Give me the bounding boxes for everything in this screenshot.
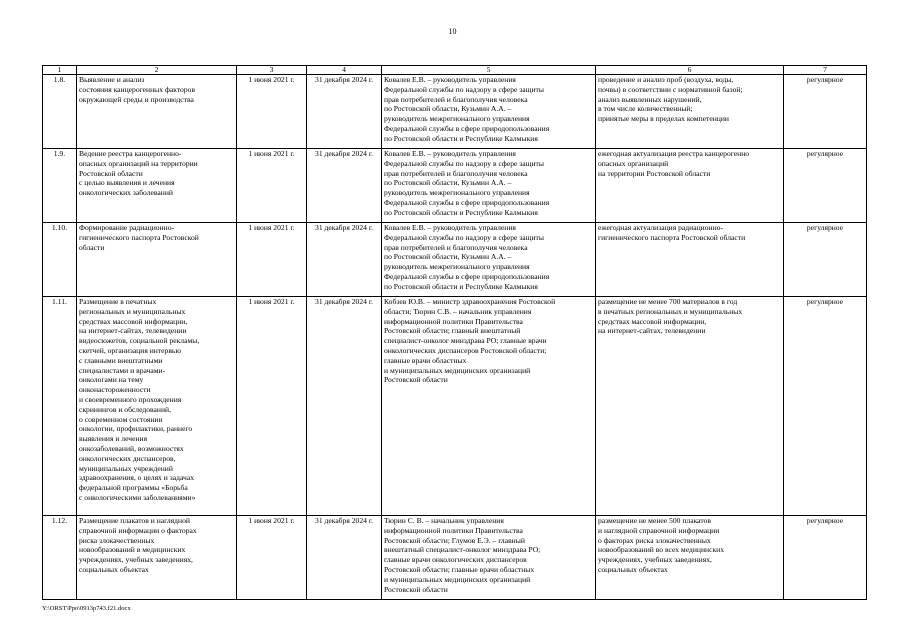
end-date-cell: 31 декабря 2024 г. [307, 223, 382, 297]
column-header: 3 [237, 66, 307, 75]
page-number: 10 [448, 27, 457, 36]
header-row [43, 66, 867, 75]
end-date-cell: 31 декабря 2024 г. [307, 75, 382, 149]
row-number: 1.11. [43, 297, 77, 516]
start-date-cell: 1 июня 2021 г. [237, 297, 307, 516]
result-cell: размещение не менее 500 плакатов и наглядной справочной информации о факторах риска злокачественных новообразований во всех медицинских учреждениях, учебных заведениях, социальных объектах [596, 516, 784, 600]
measure-cell: Размещение в печатных региональных и муниципальных средствах массовой информации, на интернет-сайтах, телевидении видеосюжетов, социальной рекламы, скетчей, организация интервью с главными внештатными специалистами и врачами- онкологами на тему онконастороженности и своевременного прохождения скринингов и обследований, о современном состоянии онкологии, профилактики, раннего выявления и лечения онкозаболеваний, возможностях онкологических диспансеров, муниципальных учреждений здравоохранения, о целях и задачах федеральной программы «Борьба с онкологическими заболеваниями» [77, 297, 237, 516]
result-cell: размещение не менее 700 материалов в год в печатных региональных и муниципальных средствах массовой информации, на интернет-сайтах, телевидении [596, 297, 784, 516]
measure-cell: Выявление и анализ состояния канцерогенных факторов окружающей среды и производства [77, 75, 237, 149]
measure-cell: Ведение реестра канцерогенно- опасных организаций на территории Ростовской области с целью выявления и лечения онкологических заболеваний [77, 149, 237, 223]
end-date-cell: 31 декабря 2024 г. [307, 297, 382, 516]
table-row [43, 149, 867, 223]
type-cell: регулярное [784, 297, 867, 516]
start-date-cell: 1 июня 2021 г. [237, 516, 307, 600]
column-header: 2 [77, 66, 237, 75]
responsible-cell: Кобзев Ю.В. – министр здравоохранения Ростовской области; Тюрин С.В. – начальник управления информационной политики Правительства Ростовской области; главный внештатный специалист-онколог минздрава РО; главные врачи онкологических диспансеров Ростовской области; главные врачи областных и муниципальных медицинских организаций Ростовской области [382, 297, 596, 516]
row-number: 1.12. [43, 516, 77, 600]
row-number: 1.8. [43, 75, 77, 149]
measure-cell: Размещение плакатов и наглядной справочной информации о факторах риска злокачественных новообразований в медицинских учреждениях, учебных заведениях, социальных объектах [77, 516, 237, 600]
measures-table [42, 65, 867, 600]
start-date-cell: 1 июня 2021 г. [237, 223, 307, 297]
end-date-cell: 31 декабря 2024 г. [307, 516, 382, 600]
column-header: 1 [43, 66, 77, 75]
type-cell: регулярное [784, 516, 867, 600]
result-cell: ежегодная актуализация радиационно- гигиенического паспорта Ростовской области [596, 223, 784, 297]
table-row [43, 297, 867, 516]
start-date-cell: 1 июня 2021 г. [237, 149, 307, 223]
column-header: 6 [596, 66, 784, 75]
end-date-cell: 31 декабря 2024 г. [307, 149, 382, 223]
result-cell: ежегодная актуализация реестра канцерогенно опасных организаций на территории Ростовской области [596, 149, 784, 223]
responsible-cell: Ковалев Е.В. – руководитель управления Федеральной службы по надзору в сфере защиты прав потребителей и благополучия человека по Ростовской области, Кузьмин А.А. – руководитель межрегионального управления Федеральной службы в сфере природопользования по Ростовской области и Республике Калмыкия [382, 149, 596, 223]
responsible-cell: Тюрин С. В. – начальник управления информационной политики Правительства Ростовской области; Глумов Е.Э. – главный внештатный специалист-онколог минздрава РО; главные врачи онкологических диспансеров Ростовской области; главные врачи областных и муниципальных медицинских организаций Ростовской области [382, 516, 596, 600]
document-file-path: Y:\ORST\Ppo\0913p743.f21.docx [42, 605, 131, 612]
table-row [43, 516, 867, 600]
column-header: 4 [307, 66, 382, 75]
table-row [43, 75, 867, 149]
row-number: 1.10. [43, 223, 77, 297]
column-header: 5 [382, 66, 596, 75]
table-row [43, 223, 867, 297]
result-cell: проведение и анализ проб (воздуха, воды, почвы) в соответствии с нормативной базой; анализ выявленных нарушений, в том числе количественный; принятые меры в пределах компетенции [596, 75, 784, 149]
type-cell: регулярное [784, 223, 867, 297]
type-cell: регулярное [784, 75, 867, 149]
type-cell: регулярное [784, 149, 867, 223]
measure-cell: Формирование радиационно- гигиенического паспорта Ростовской области [77, 223, 237, 297]
row-number: 1.9. [43, 149, 77, 223]
column-header: 7 [784, 66, 867, 75]
responsible-cell: Ковалев Е.В. – руководитель управления Федеральной службы по надзору в сфере защиты прав потребителей и благополучия человека по Ростовской области, Кузьмин А.А. – руководитель межрегионального управления Федеральной службы в сфере природопользования по Ростовской области и Республике Калмыкия [382, 223, 596, 297]
start-date-cell: 1 июня 2021 г. [237, 75, 307, 149]
responsible-cell: Ковалев Е.В. – руководитель управления Федеральной службы по надзору в сфере защиты прав потребителей и благополучия человека по Ростовской области, Кузьмин А.А. – руководитель межрегионального управления Федеральной службы в сфере природопользования по Ростовской области и Республике Калмыкия [382, 75, 596, 149]
